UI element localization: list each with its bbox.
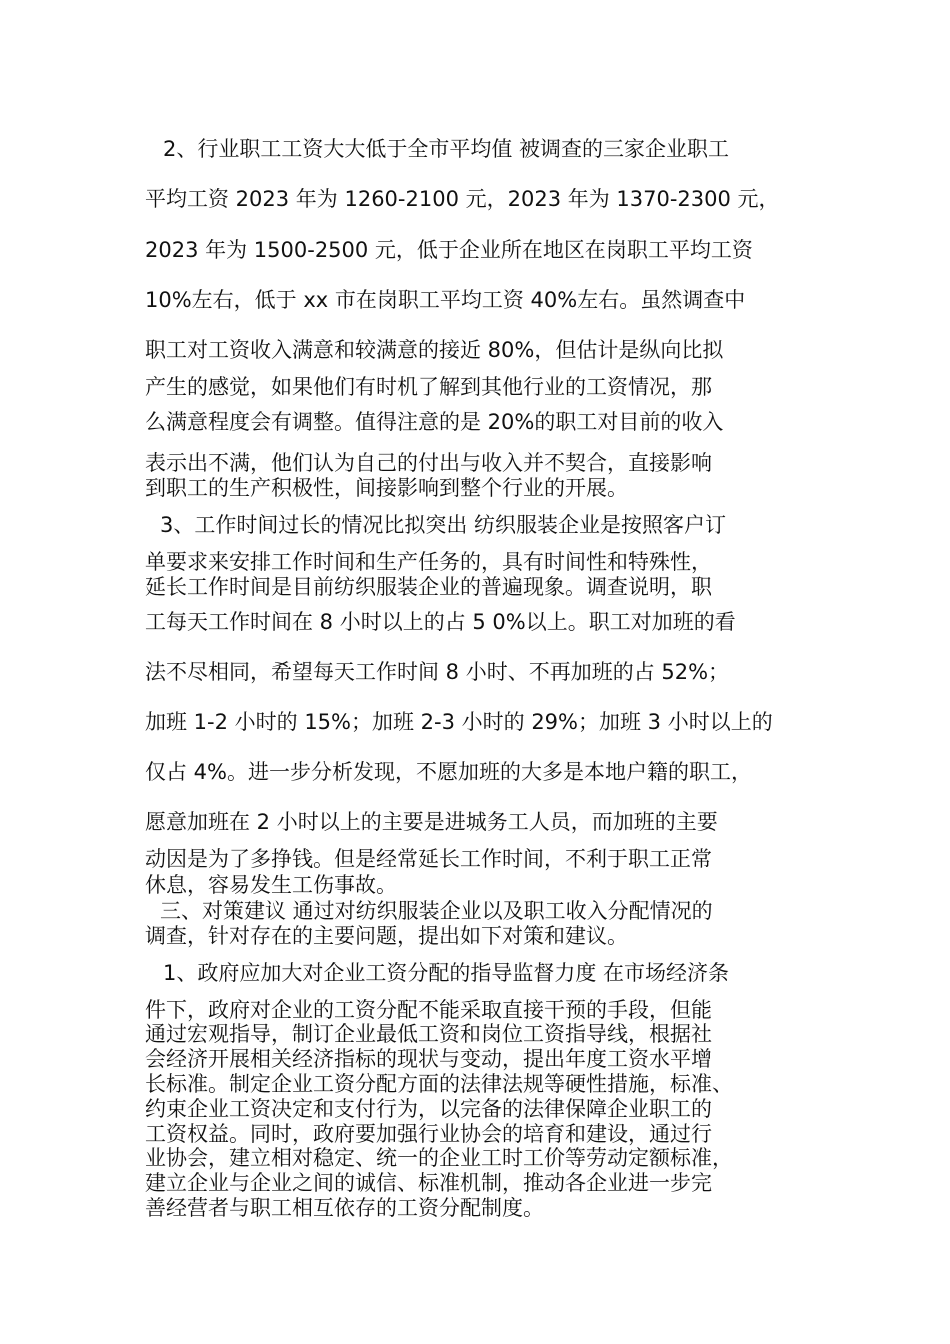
text-line: 法不尽相同，希望每天工作时间 8 小时、不再加班的占 52%； [145,660,730,684]
text-line: 产生的感觉，如果他们有时机了解到其他行业的工资情况，那 [145,375,712,399]
text-line: 仅占 4%。进一步分析发现，不愿加班的大多是本地户籍的职工， [145,760,752,784]
text-line: 10%左右，低于 xx 市在岗职工平均工资 40%左右。虽然调查中 [145,288,746,312]
text-line: 业协会，建立相对稳定、统一的企业工时工价等劳动定额标准， [145,1146,733,1170]
text-line: 单要求来安排工作时间和生产任务的，具有时间性和特殊性， [145,550,712,574]
text-line: 动因是为了多挣钱。但是经常延长工作时间，不利于职工正常 [145,847,712,871]
text-line: 长标准。制定企业工资分配方面的法律法规等硬性措施，标准、 [145,1072,733,1096]
text-line: 加班 1-2 小时的 15%；加班 2-3 小时的 29%；加班 3 小时以上的 [145,710,773,734]
text-line: 么满意程度会有调整。值得注意的是 20%的职工对目前的收入 [145,410,724,434]
text-line: 善经营者与职工相互依存的工资分配制度。 [145,1196,544,1220]
text-line: 工资权益。同时，政府要加强行业协会的培育和建设，通过行 [145,1122,712,1146]
text-line: 职工对工资收入满意和较满意的接近 80%，但估计是纵向比拟 [145,338,724,362]
text-line: 休息，容易发生工伤事故。 [145,873,397,897]
text-line: 三、对策建议 通过对纺织服装企业以及职工收入分配情况的 [160,899,713,923]
text-line: 平均工资 2023 年为 1260-2100 元，2023 年为 1370-2300 元， [145,187,780,211]
text-line: 建立企业与企业之间的诚信、标准机制，推动各企业进一步完 [145,1171,712,1195]
text-line: 表示出不满，他们认为自己的付出与收入并不契合，直接影响 [145,451,712,475]
text-line: 3、工作时间过长的情况比拟突出 纺织服装企业是按照客户订 [160,513,727,537]
text-line: 愿意加班在 2 小时以上的主要是进城务工人员，而加班的主要 [145,810,718,834]
text-line: 约束企业工资决定和支付行为，以完备的法律保障企业职工的 [145,1097,712,1121]
text-line: 2023 年为 1500-2500 元，低于企业所在地区在岗职工平均工资 [145,238,753,262]
text-line: 延长工作时间是目前纺织服装企业的普遍现象。调查说明，职 [145,575,712,599]
text-line: 2、行业职工工资大大低于全市平均值 被调查的三家企业职工 [163,137,730,161]
text-line: 调查，针对存在的主要问题，提出如下对策和建议。 [145,924,628,948]
text-line: 会经济开展相关经济指标的现状与变动，提出年度工资水平增 [145,1047,712,1071]
text-line: 到职工的生产积极性，间接影响到整个行业的开展。 [145,476,628,500]
text-line: 通过宏观指导，制订企业最低工资和岗位工资指导线，根据社 [145,1022,712,1046]
text-line: 工每天工作时间在 8 小时以上的占 5 0%以上。职工对加班的看 [145,610,736,634]
text-line: 件下，政府对企业的工资分配不能采取直接干预的手段，但能 [145,998,712,1022]
text-line: 1、政府应加大对企业工资分配的指导监督力度 在市场经济条 [163,961,730,985]
